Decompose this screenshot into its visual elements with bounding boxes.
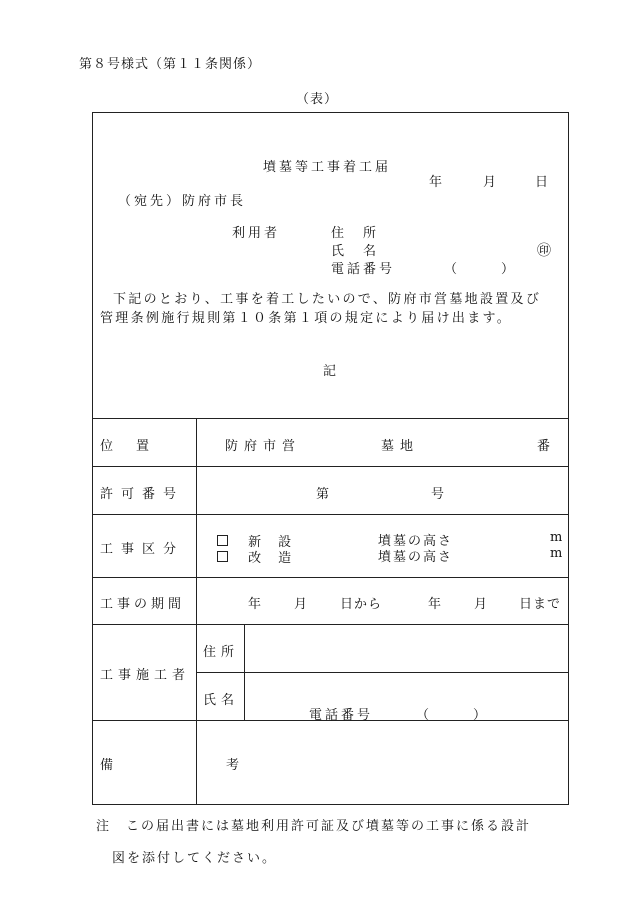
permit-label: 許可番号 [100, 487, 185, 502]
form-title: 墳墓等工事着工届 [263, 160, 392, 175]
address-label: 住 所 [331, 226, 380, 241]
divider [92, 577, 569, 578]
checkbox[interactable] [217, 535, 228, 546]
height-label: 墳墓の高さ [378, 550, 454, 565]
period-label: 工事の期間 [100, 597, 186, 612]
remarks-label: 備 考 [100, 758, 290, 773]
addressee: （宛先）防府市長 [118, 194, 247, 209]
date-month: 月 [483, 175, 497, 190]
period-day-end: 日まで [519, 597, 562, 612]
contractor-name-label: 氏名 [203, 693, 240, 708]
seal-mark: ㊞ [537, 243, 551, 259]
divider [92, 466, 569, 467]
contractor-phone-label: 電話番号 [309, 708, 374, 723]
height-label: 墳墓の高さ [378, 534, 454, 549]
date-year: 年 [429, 175, 443, 190]
phone-label: 電話番号 [331, 262, 396, 277]
name-label: 氏 名 [331, 244, 380, 259]
height-unit: m [550, 546, 563, 561]
contractor-label: 工事施工者 [100, 668, 191, 683]
divider [92, 418, 569, 419]
location-mid: 墓地 [381, 439, 420, 454]
ki-label: 記 [323, 364, 337, 379]
period-day-start: 日から [340, 597, 383, 612]
checkbox[interactable] [217, 551, 228, 562]
body-text: 下記のとおり、工事を着工したいので、防府市営墓地設置及び管理条例施行規則第１０条第１項の規定により届け出ます。 [100, 292, 542, 326]
contractor-address-label: 住所 [203, 645, 240, 660]
divider [92, 624, 569, 625]
phone-parens: （ ） [444, 262, 521, 277]
location-prefix: 防府市営 [225, 439, 302, 454]
divider [92, 514, 569, 515]
height-unit: m [550, 530, 563, 545]
permit-dai: 第 [316, 487, 330, 502]
column-divider [244, 624, 245, 720]
period-month-start: 月 [294, 597, 308, 612]
note-line-1: 注 この届出書には墓地利用許可証及び墳墓等の工事に係る設計 [96, 819, 532, 834]
side-label: （表） [296, 92, 339, 107]
note-line-2: 図を添付してください。 [112, 851, 278, 866]
period-year-end: 年 [428, 597, 442, 612]
date-day: 日 [535, 175, 549, 190]
form-number: 第８号様式（第１１条関係） [79, 57, 262, 72]
form-frame [92, 112, 569, 805]
work-type-option-modify[interactable]: 改 造 [217, 547, 293, 566]
location-label: 位 置 [100, 439, 155, 454]
user-label: 利用者 [232, 226, 281, 241]
divider [196, 672, 569, 673]
work-type-label: 工事区分 [100, 542, 185, 557]
contractor-phone-parens: （ ） [416, 708, 493, 723]
column-divider [196, 418, 197, 805]
period-year-start: 年 [248, 597, 262, 612]
location-suffix: 番 [537, 439, 551, 454]
permit-go: 号 [431, 487, 445, 502]
work-type-option-new[interactable]: 新 設 [217, 531, 293, 550]
period-month-end: 月 [474, 597, 488, 612]
